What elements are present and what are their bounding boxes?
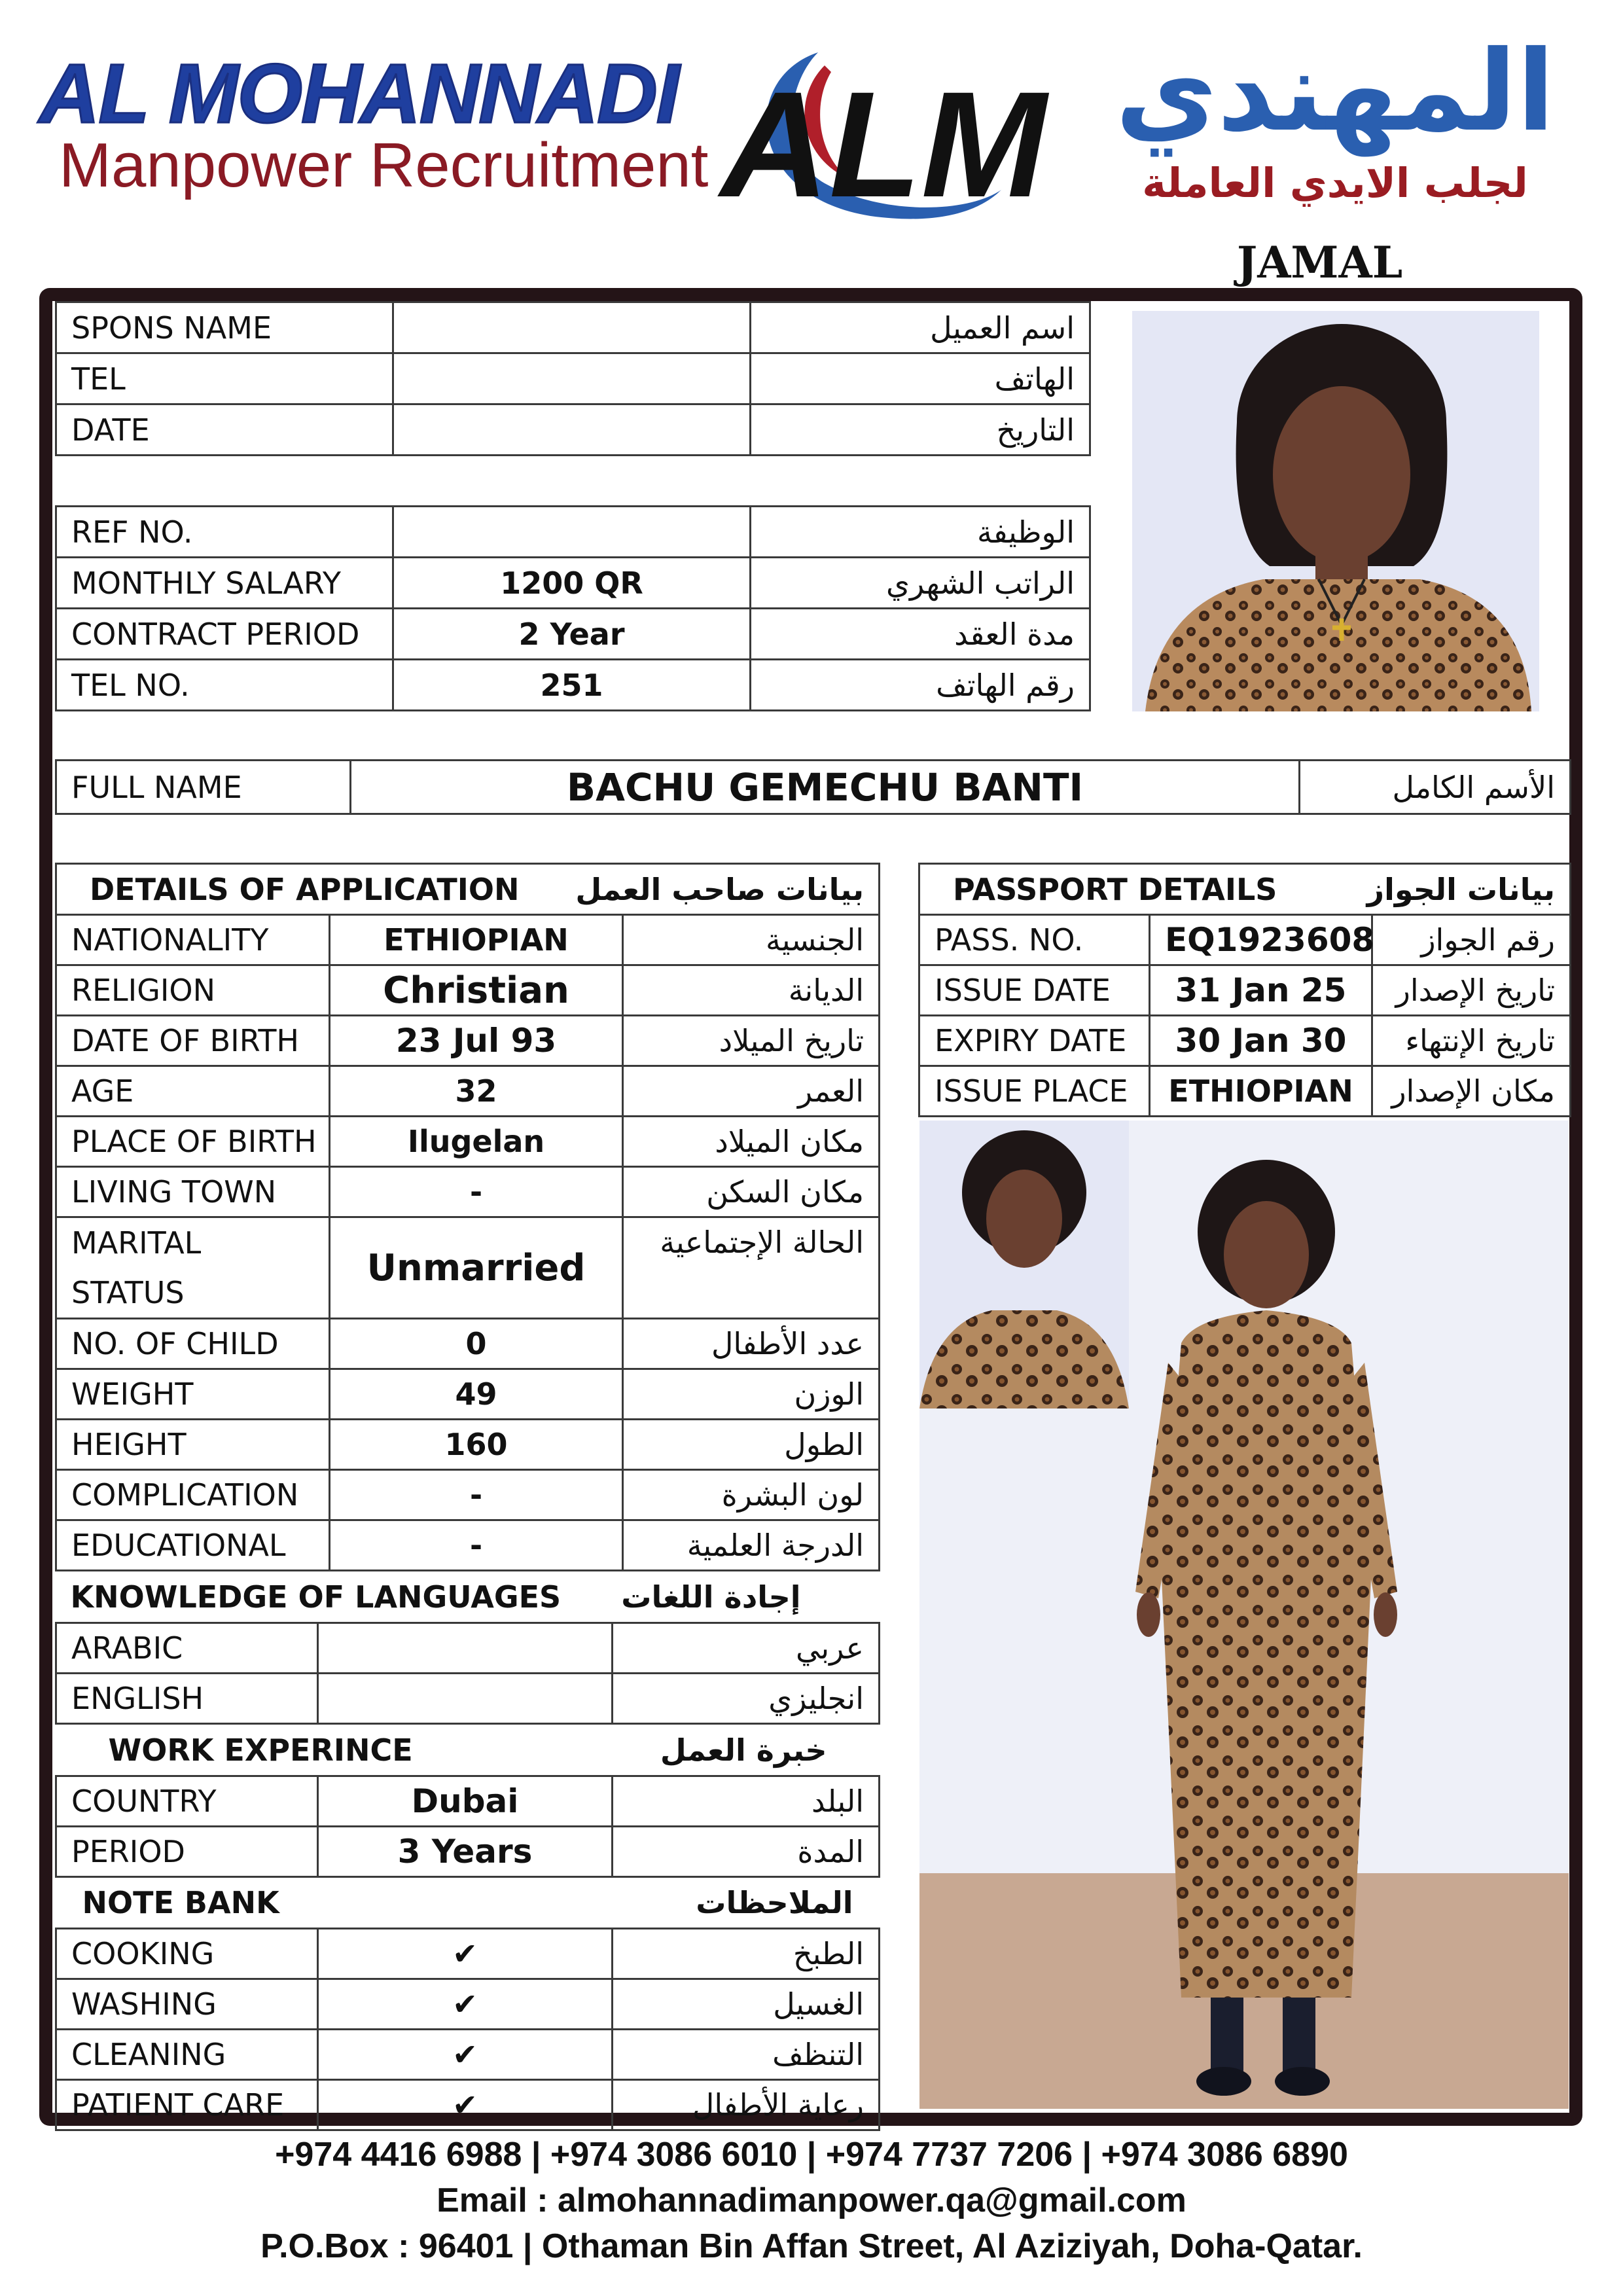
table-row	[56, 1117, 880, 1167]
alm-logo-text: ALM	[720, 60, 1047, 228]
field-label-arabic: رعاية الأطفال	[613, 2079, 880, 2130]
field-label-arabic: التنظف	[613, 2029, 880, 2079]
field-label: AGE	[56, 1066, 330, 1117]
field-label: REF NO.	[56, 507, 393, 558]
field-label-arabic: الهاتف	[751, 353, 1090, 404]
field-label-arabic: الوزن	[623, 1369, 880, 1420]
field-label-arabic: الأسم الكامل	[1300, 761, 1571, 814]
footer-address: P.O.Box : 96401 | Othaman Bin Affan Street, Al Aziziyah, Doha-Qatar.	[260, 2227, 1363, 2265]
brand-logo-english	[39, 46, 713, 203]
field-label-arabic: انجليزي	[613, 1673, 880, 1723]
section-title-arabic: خبرة العمل	[660, 1732, 827, 1768]
table-row	[56, 1979, 880, 2029]
education-value: -	[330, 1520, 623, 1571]
job-table	[55, 505, 1091, 711]
field-label: WASHING	[56, 1979, 318, 2029]
field-label-arabic: عربي	[613, 1623, 880, 1673]
note-bank-table	[55, 1878, 880, 2131]
brand-name: AL MOHANNADI	[39, 47, 679, 141]
languages-table	[55, 1573, 880, 1725]
field-label-arabic: العمر	[623, 1066, 880, 1117]
experience-table	[55, 1726, 880, 1878]
field-label-arabic: مدة العقد	[751, 609, 1090, 660]
field-label: LIVING TOWN	[56, 1167, 330, 1217]
sponsor-tel-value	[393, 353, 751, 404]
table-row	[56, 609, 1090, 660]
agent-name: JAMAL	[1237, 237, 1403, 288]
issue-date-value: 31 Jan 25	[1150, 965, 1372, 1016]
table-row	[56, 1066, 880, 1117]
salary-value: 1200 QR	[393, 558, 751, 609]
field-label: PLACE OF BIRTH	[56, 1117, 330, 1167]
issue-place-value: ETHIOPIAN	[1150, 1066, 1372, 1117]
sponsor-date-value	[393, 404, 751, 456]
table-row	[56, 660, 1090, 711]
ref-no-value	[393, 507, 751, 558]
field-label: EXPIRY DATE	[919, 1016, 1150, 1066]
field-label-arabic: رقم الجواز	[1372, 915, 1571, 965]
field-label: MONTHLY SALARY	[56, 558, 393, 609]
table-row	[56, 965, 880, 1016]
footer-phones: +974 4416 6988 | +974 3086 6010 | +974 7737 7206 | +974 3086 6890	[275, 2136, 1348, 2174]
field-label-arabic: تاريخ الميلاد	[623, 1016, 880, 1066]
field-label: CLEANING	[56, 2029, 318, 2079]
field-label-arabic: الراتب الشهري	[751, 558, 1090, 609]
table-row	[56, 1369, 880, 1420]
field-label: ARABIC	[56, 1623, 318, 1673]
field-label: FULL NAME	[56, 761, 351, 814]
age-value: 32	[330, 1066, 623, 1117]
table-row	[56, 302, 1090, 353]
field-label: ISSUE PLACE	[919, 1066, 1150, 1117]
alm-logo-mark	[720, 26, 1060, 255]
field-label-arabic: الطبخ	[613, 1928, 880, 1979]
tel-no-value: 251	[393, 660, 751, 711]
field-label-arabic: الدرجة العلمية	[623, 1520, 880, 1571]
table-row	[919, 1066, 1571, 1117]
section-title: KNOWLEDGE OF LANGUAGES	[70, 1579, 562, 1615]
footer-email: Email : almohannadimanpower.qa@gmail.com	[437, 2181, 1186, 2219]
table-row	[56, 1520, 880, 1571]
field-label-arabic: عدد الأطفال	[623, 1319, 880, 1369]
field-label: TEL	[56, 353, 393, 404]
date-of-birth-value: 23 Jul 93	[330, 1016, 623, 1066]
brand-subtitle: Manpower Recruitment	[59, 130, 709, 200]
expiry-date-value: 30 Jan 30	[1150, 1016, 1372, 1066]
field-label: ISSUE DATE	[919, 965, 1150, 1016]
field-label: PERIOD	[56, 1826, 318, 1876]
passport-table	[918, 863, 1571, 1117]
table-row	[56, 761, 1571, 814]
field-label-arabic: تاريخ الإصدار	[1372, 965, 1571, 1016]
field-label: TEL NO.	[56, 660, 393, 711]
table-row	[56, 1167, 880, 1217]
field-label: PATIENT CARE	[56, 2079, 318, 2130]
table-row	[56, 1420, 880, 1470]
table-row	[56, 558, 1090, 609]
application-table	[55, 863, 880, 1571]
section-title-arabic: الملاحظات	[696, 1885, 853, 1921]
table-row	[56, 915, 880, 965]
field-label: COOKING	[56, 1928, 318, 1979]
field-label: WEIGHT	[56, 1369, 330, 1420]
field-label: DATE	[56, 404, 393, 456]
field-label-arabic: الجنسية	[623, 915, 880, 965]
field-label-arabic: الوظيفة	[751, 507, 1090, 558]
passport-number-value: EQ1923608	[1150, 915, 1372, 965]
table-row	[56, 1826, 880, 1876]
field-label: RELIGION	[56, 965, 330, 1016]
field-label: PASS. NO.	[919, 915, 1150, 965]
english-level-value	[318, 1673, 613, 1723]
table-row	[56, 1573, 880, 1623]
field-label-arabic: المدة	[613, 1826, 880, 1876]
field-label-arabic: رقم الهاتف	[751, 660, 1090, 711]
table-row	[56, 1878, 880, 1928]
table-row	[919, 965, 1571, 1016]
contract-period-value: 2 Year	[393, 609, 751, 660]
field-label-arabic: مكان الإصدار	[1372, 1066, 1571, 1117]
table-row	[56, 404, 1090, 456]
complication-value: -	[330, 1470, 623, 1520]
field-label: ENGLISH	[56, 1673, 318, 1723]
height-value: 160	[330, 1420, 623, 1470]
field-label: COMPLICATION	[56, 1470, 330, 1520]
marital-status-value: Unmarried	[330, 1217, 623, 1319]
field-label-arabic: الديانة	[623, 965, 880, 1016]
arabic-level-value	[318, 1623, 613, 1673]
field-label-arabic: اسم العميل	[751, 302, 1090, 353]
section-title: WORK EXPERINCE	[108, 1732, 413, 1768]
table-row	[919, 915, 1571, 965]
field-label: MARITAL STATUS	[56, 1217, 330, 1319]
field-label-arabic: البلد	[613, 1776, 880, 1826]
full-body-photo	[919, 1121, 1569, 2109]
section-title: DETAILS OF APPLICATION	[56, 864, 623, 915]
living-town-value: -	[330, 1167, 623, 1217]
field-label-arabic: التاريخ	[751, 404, 1090, 456]
work-period-value: 3 Years	[318, 1826, 613, 1876]
field-label-arabic: تاريخ الإنتهاء	[1372, 1016, 1571, 1066]
table-row	[56, 1928, 880, 1979]
sponsor-name-value	[393, 302, 751, 353]
table-row	[56, 1016, 880, 1066]
check-icon: ✔	[318, 2029, 613, 2079]
table-row	[56, 1470, 880, 1520]
field-label: EDUCATIONAL	[56, 1520, 330, 1571]
field-label: COUNTRY	[56, 1776, 318, 1826]
work-country-value: Dubai	[318, 1776, 613, 1826]
section-title: PASSPORT DETAILS	[919, 864, 1372, 915]
section-title-arabic: إجادة اللغات	[621, 1579, 801, 1615]
check-icon: ✔	[318, 1979, 613, 2029]
field-label: CONTRACT PERIOD	[56, 609, 393, 660]
table-row	[56, 1623, 880, 1673]
field-label: NATIONALITY	[56, 915, 330, 965]
field-label: SPONS NAME	[56, 302, 393, 353]
table-row	[56, 1319, 880, 1369]
field-label-arabic: مكان السكن	[623, 1167, 880, 1217]
section-title-arabic: بيانات صاحب العمل	[623, 864, 880, 915]
religion-value: Christian	[330, 965, 623, 1016]
table-row	[56, 2079, 880, 2130]
full-name-table	[55, 759, 1571, 815]
table-row	[56, 507, 1090, 558]
brand-tagline-arabic: لجلب الايدي العاملة	[1142, 159, 1528, 207]
portrait-photo	[1132, 311, 1539, 711]
nationality-value: ETHIOPIAN	[330, 915, 623, 965]
field-label-arabic: الغسيل	[613, 1979, 880, 2029]
place-of-birth-value: Ilugelan	[330, 1117, 623, 1167]
weight-value: 49	[330, 1369, 623, 1420]
table-row	[56, 1217, 880, 1319]
table-row	[56, 864, 880, 915]
sponsor-table	[55, 301, 1091, 456]
brand-name-arabic: المهندي	[1115, 27, 1555, 156]
check-icon: ✔	[318, 2079, 613, 2130]
field-label-arabic: الحالة الإجتماعية	[623, 1217, 880, 1319]
table-row	[56, 1726, 880, 1776]
table-row	[919, 1016, 1571, 1066]
field-label: DATE OF BIRTH	[56, 1016, 330, 1066]
table-row	[919, 864, 1571, 915]
table-row	[56, 353, 1090, 404]
field-label-arabic: مكان الميلاد	[623, 1117, 880, 1167]
field-label: HEIGHT	[56, 1420, 330, 1470]
table-row	[56, 2029, 880, 2079]
check-icon: ✔	[318, 1928, 613, 1979]
brand-logo-arabic	[1060, 26, 1610, 216]
field-label: NO. OF CHILD	[56, 1319, 330, 1369]
field-label-arabic: لون البشرة	[623, 1470, 880, 1520]
children-value: 0	[330, 1319, 623, 1369]
section-title-arabic: بيانات الجواز	[1372, 864, 1571, 915]
table-row	[56, 1673, 880, 1723]
full-name-value: BACHU GEMECHU BANTI	[351, 761, 1300, 814]
table-row	[56, 1776, 880, 1826]
field-label-arabic: الطول	[623, 1420, 880, 1470]
section-title: NOTE BANK	[82, 1885, 279, 1921]
